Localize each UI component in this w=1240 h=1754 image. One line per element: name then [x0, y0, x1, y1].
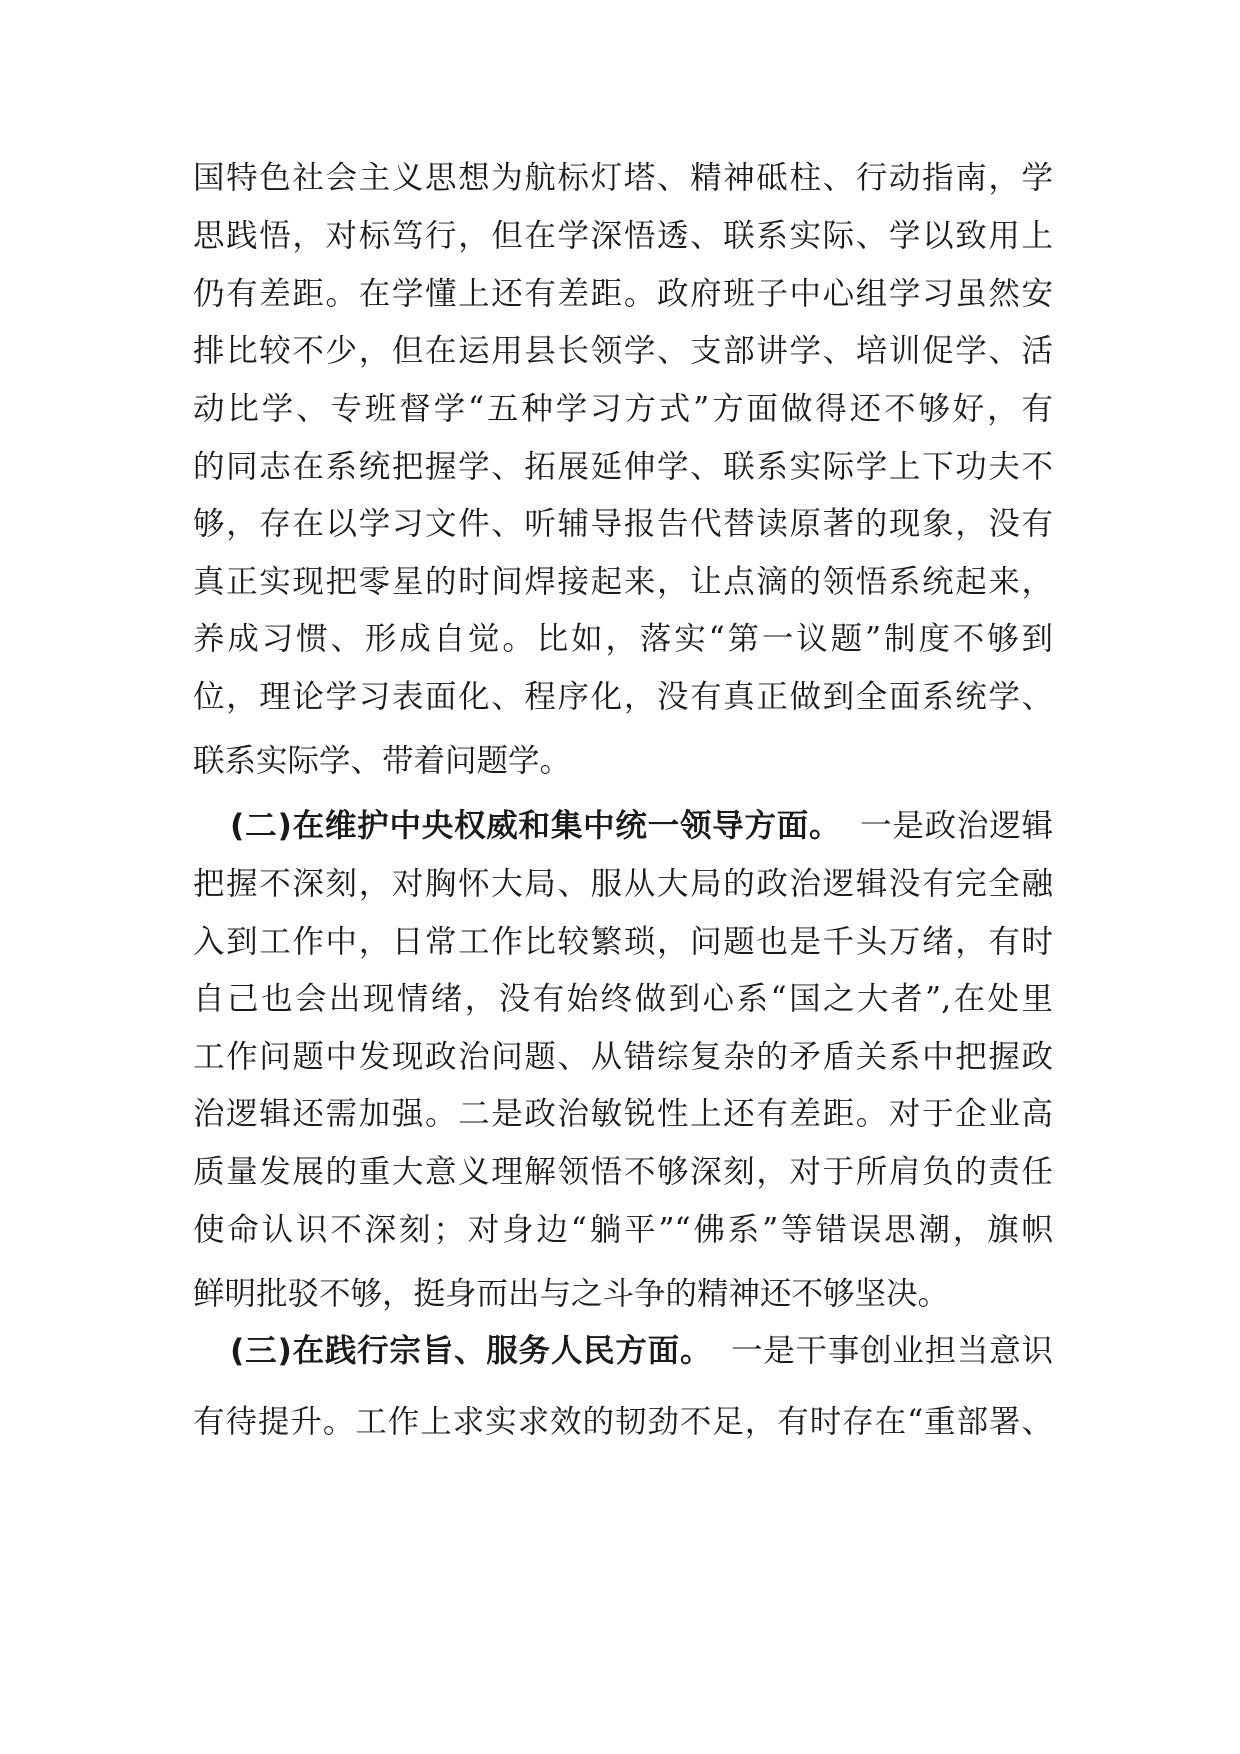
body-text-line: 自己也会出现情绪，没有始终做到心系“国之大者”,在处里 [193, 981, 1053, 1017]
body-text-line: 把握不深刻，对胸怀大局、服从大局的政治逻辑没有完全融 [193, 866, 1053, 902]
body-text-line: 思践悟，对标笃行，但在学深悟透、联系实际、学以致用上 [193, 218, 1053, 254]
body-text-line: 有待提升。工作上求实求效的韧劲不足，有时存在“重部署、 [193, 1404, 1053, 1440]
section-heading-continuation: 一是政治逻辑 [859, 808, 1053, 844]
section-heading-line [230, 806, 1053, 846]
section-heading-continuation: 一是干事创业担当意识 [730, 1333, 1053, 1369]
body-text-line: 鲜明批驳不够，挺身而出与之斗争的精神还不够坚决。 [193, 1276, 950, 1312]
section-heading: (二)在维护中央权威和集中统一领导方面。 [230, 808, 842, 844]
body-text-line: 联系实际学、带着问题学。 [193, 743, 572, 779]
body-text-line: 使命认识不深刻；对身边“躺平”“佛系”等错误思潮，旗帜 [193, 1212, 1053, 1248]
body-text-line: 真正实现把零星的时间焊接起来，让点滴的领悟系统起来， [193, 564, 1053, 600]
body-text-line: 动比学、专班督学“五种学习方式”方面做得还不够好，有 [193, 391, 1053, 427]
body-text-line: 治逻辑还需加强。二是政治敏锐性上还有差距。对于企业高 [193, 1096, 1053, 1132]
body-text-line: 够，存在以学习文件、听辅导报告代替读原著的现象，没有 [193, 506, 1053, 542]
body-text-line: 工作问题中发现政治问题、从错综复杂的矛盾关系中把握政 [193, 1039, 1053, 1075]
body-text-line: 仍有差距。在学懂上还有差距。政府班子中心组学习虽然安 [193, 276, 1053, 312]
body-text-line: 的同志在系统把握学、拓展延伸学、联系实际学上下功夫不 [193, 449, 1053, 485]
body-text-line: 位，理论学习表面化、程序化，没有真正做到全面系统学、 [193, 679, 1053, 715]
body-text-line: 质量发展的重大意义理解领悟不够深刻，对于所肩负的责任 [193, 1154, 1053, 1190]
body-text-line: 排比较不少，但在运用县长领学、支部讲学、培训促学、活 [193, 333, 1053, 369]
body-text-line: 养成习惯、形成自觉。比如，落实“第一议题”制度不够到 [193, 621, 1053, 657]
section-heading: (三)在践行宗旨、服务人民方面。 [230, 1333, 713, 1369]
body-text-line: 国特色社会主义思想为航标灯塔、精神砥柱、行动指南，学 [193, 160, 1053, 196]
body-text-line: 入到工作中，日常工作比较繁琐，问题也是千头万绪，有时 [193, 924, 1053, 960]
section-heading-line [230, 1331, 1053, 1371]
